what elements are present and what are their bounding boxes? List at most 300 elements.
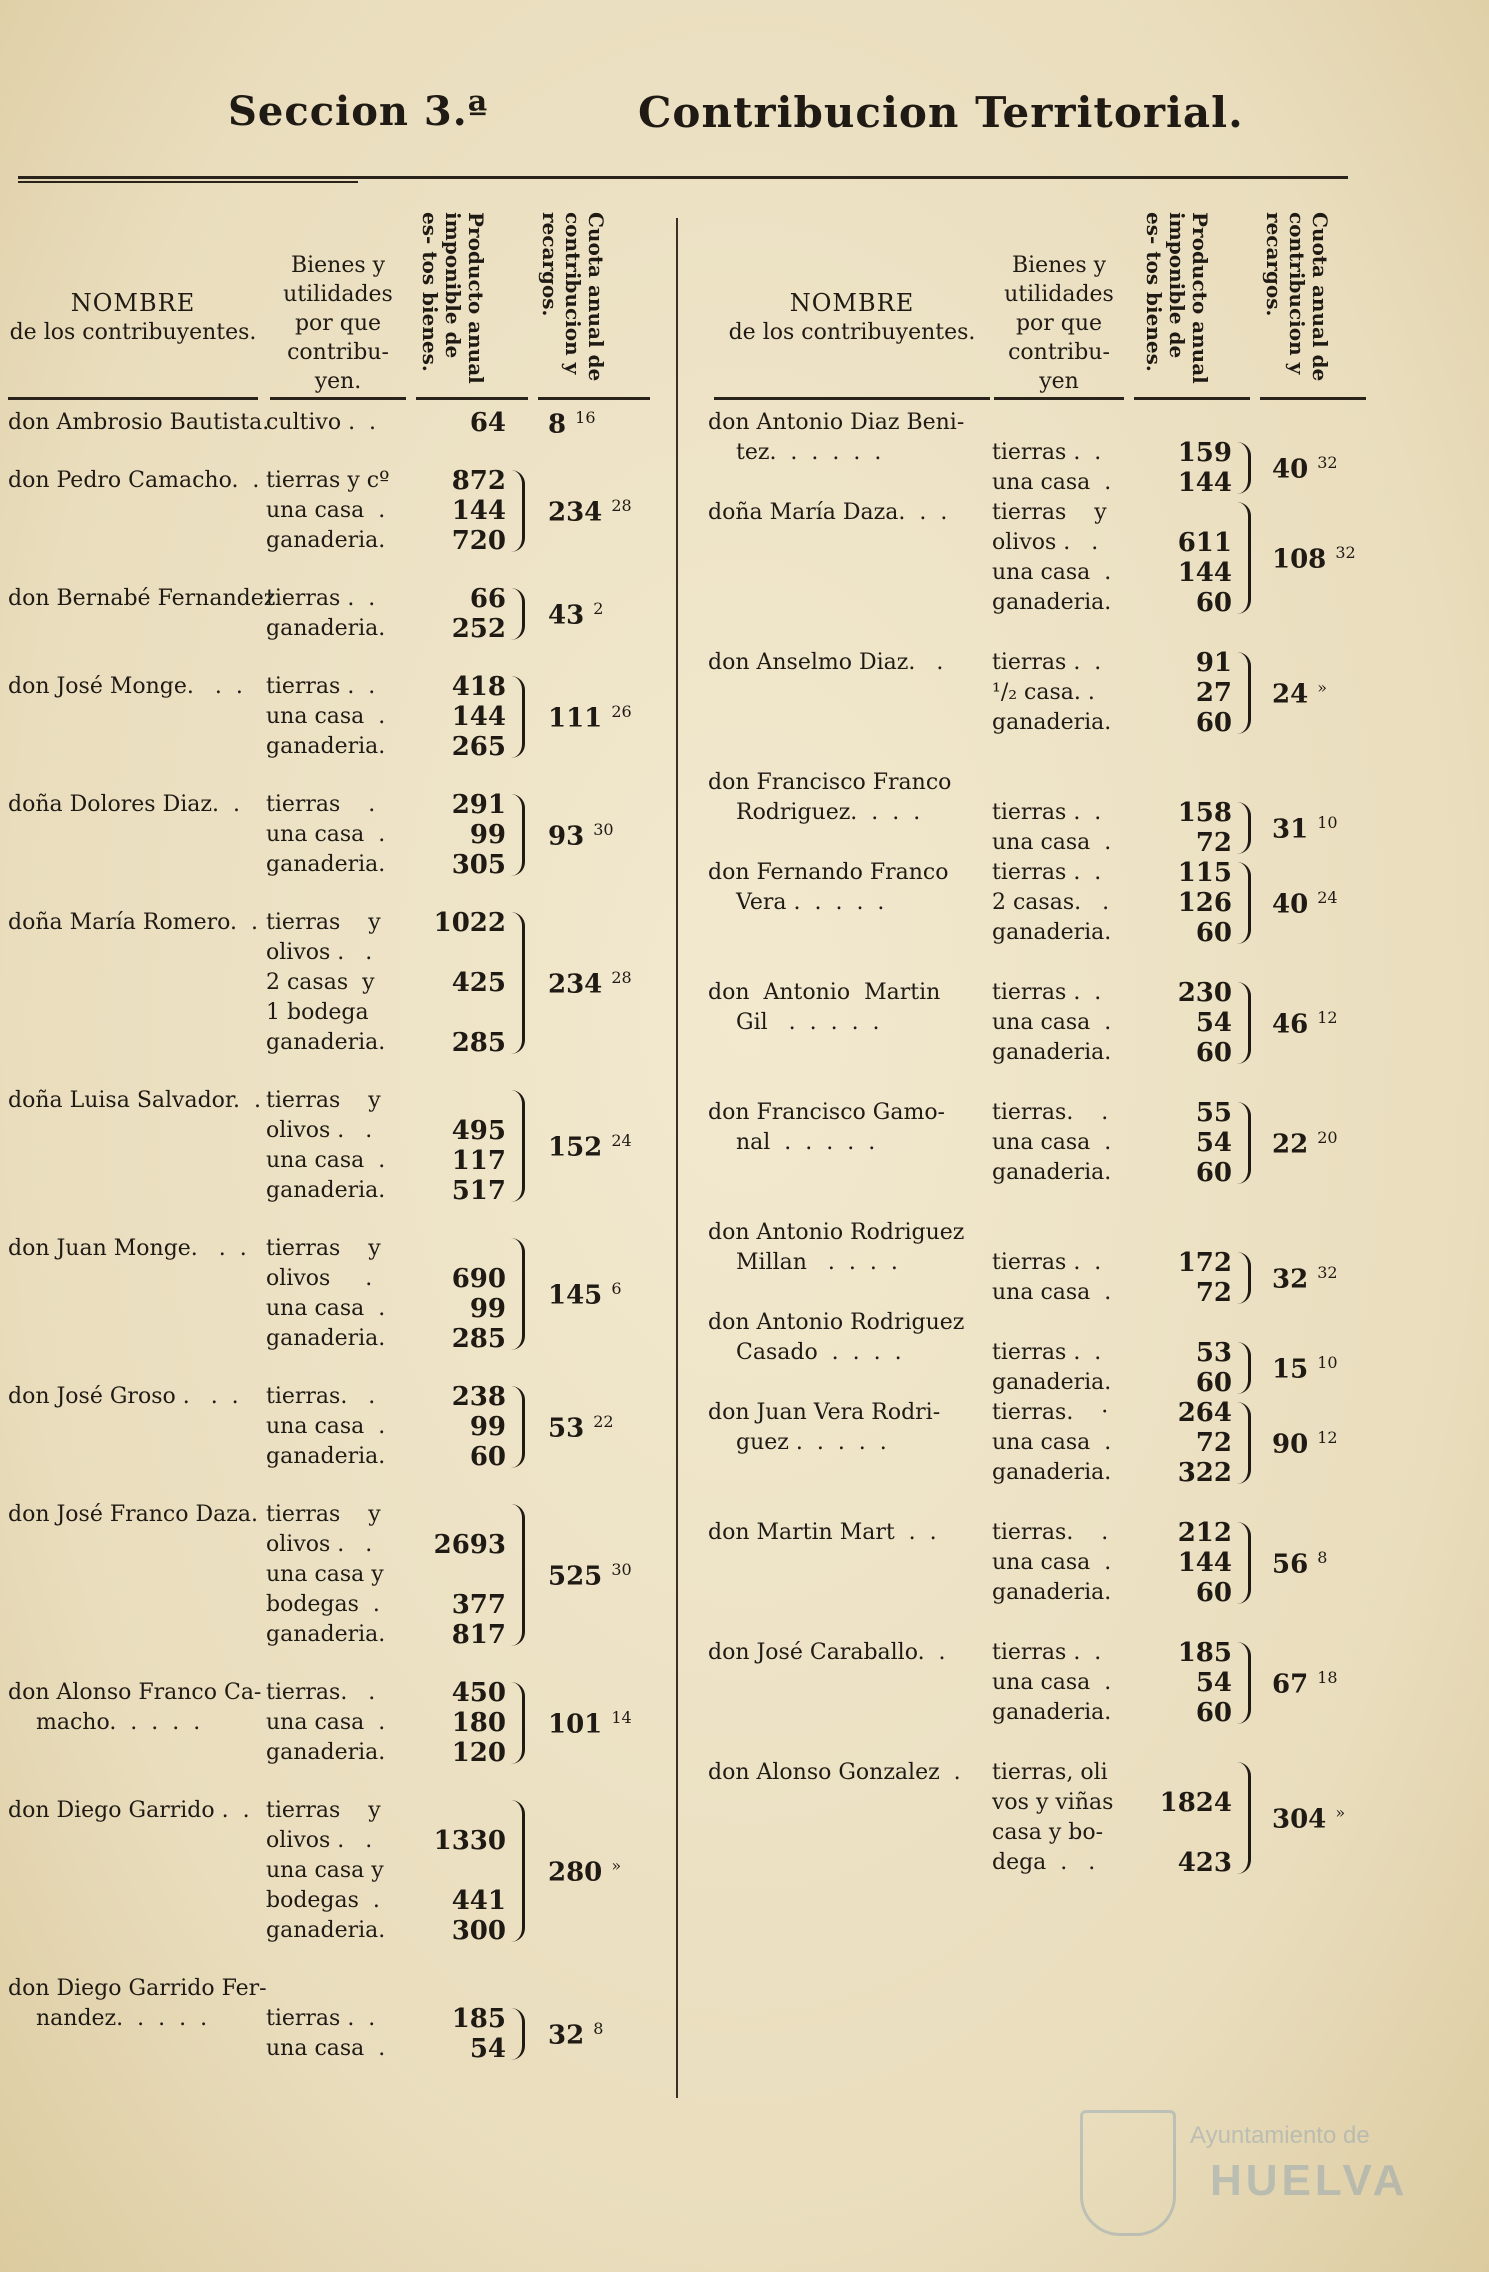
property-item: ganaderia. <box>992 1700 1112 1725</box>
contributor-entry <box>8 1234 668 1354</box>
property-item: ¹/₂ casa. . <box>992 680 1095 705</box>
contributor-name-line: don Alonso Franco Ca- <box>8 1680 262 1705</box>
property-item: tierras . . <box>992 650 1102 675</box>
producto-values <box>408 790 506 880</box>
property-item: una casa . <box>266 2036 386 2061</box>
cuota-main: 152 <box>548 1132 603 1163</box>
producto-values <box>1134 1518 1232 1608</box>
property-items <box>992 1098 1111 1188</box>
producto-values <box>1134 1248 1232 1308</box>
property-items <box>266 408 376 438</box>
property-item: ganaderia. <box>992 710 1112 735</box>
property-item: ganaderia. <box>266 734 386 759</box>
contributor-name <box>708 498 947 528</box>
cuota-main: 525 <box>548 1561 603 1592</box>
producto-value: 172 <box>1177 1248 1232 1278</box>
header-bienes <box>268 251 408 396</box>
property-items <box>992 798 1111 858</box>
producto-values <box>1134 648 1232 738</box>
producto-value: 252 <box>451 614 506 644</box>
cuota-main: 56 <box>1272 1549 1309 1580</box>
cuota-main: 53 <box>548 1413 585 1444</box>
header-bienes-line: Bienes y <box>290 253 386 278</box>
contributor-name-line: don Antonio Rodriguez <box>708 1220 965 1245</box>
property-item: tierras y <box>266 1088 381 1113</box>
cuota-cents: » <box>611 1856 622 1875</box>
property-item: una casa . <box>992 830 1112 855</box>
contributor-name-line: Millan . . . . <box>736 1250 898 1275</box>
property-item: una casa . <box>992 1670 1112 1695</box>
producto-value: 418 <box>451 672 506 702</box>
producto-values <box>408 1086 506 1206</box>
property-items <box>992 1518 1111 1608</box>
property-item: tierras y <box>266 910 381 935</box>
cuota-main: 111 <box>548 703 603 734</box>
property-item: una casa . <box>266 704 386 729</box>
contributor-name-line: don Martin Mart . . <box>708 1520 937 1545</box>
producto-value: 72 <box>1195 1278 1232 1308</box>
producto-value: 264 <box>1177 1398 1232 1428</box>
grouping-brace <box>1234 1342 1251 1394</box>
grouping-brace <box>1234 1762 1251 1874</box>
producto-value <box>1134 498 1232 528</box>
contributor-name-line: don José Franco Daza. <box>8 1502 258 1527</box>
grouping-brace <box>508 1238 525 1350</box>
section-label: Seccion 3.ª <box>228 88 489 135</box>
producto-value: 441 <box>451 1886 506 1916</box>
grouping-brace <box>508 588 525 640</box>
producto-value <box>408 998 506 1028</box>
property-items <box>266 1500 385 1650</box>
contributor-entry <box>702 498 1370 618</box>
contributor-name-line: doña María Daza. . . <box>708 500 948 525</box>
contributor-name <box>8 408 269 438</box>
property-item: una casa . <box>992 1010 1112 1035</box>
cuota-cents: 22 <box>593 1412 614 1431</box>
watermark-line1: Ayuntamiento de <box>1190 2122 1370 2149</box>
property-item: ganaderia. <box>266 1030 386 1055</box>
property-item: una casa . <box>992 1280 1112 1305</box>
cuota-cents: 16 <box>575 408 596 427</box>
producto-value: 60 <box>1195 1698 1232 1728</box>
property-items <box>266 2004 385 2064</box>
contributor-entry <box>702 1308 1370 1398</box>
contributor-entry <box>8 1796 668 1946</box>
producto-values <box>408 584 506 644</box>
contributor-name-line: Casado . . . . <box>736 1340 902 1365</box>
contributor-name <box>8 584 275 614</box>
producto-value: 99 <box>469 1294 506 1324</box>
contributor-entry <box>702 858 1370 948</box>
contributor-entry <box>702 1758 1370 1878</box>
contributor-name-line: guez . . . . . <box>736 1430 887 1455</box>
header-underline <box>714 397 990 400</box>
grouping-brace <box>508 912 525 1054</box>
contributor-name <box>8 790 240 820</box>
property-item: olivos . . <box>266 1532 373 1557</box>
cuota-value <box>1272 1353 1338 1385</box>
grouping-brace <box>1234 1102 1251 1184</box>
producto-values <box>1134 1098 1232 1188</box>
cuota-value <box>1272 1263 1338 1295</box>
contributor-name <box>8 466 259 496</box>
producto-value: 230 <box>1177 978 1232 1008</box>
producto-value: 185 <box>451 2004 506 2034</box>
header-bienes-line: por que <box>1015 311 1103 336</box>
page-title: Contribucion Territorial. <box>638 88 1244 137</box>
property-item: olivos . . <box>266 1828 373 1853</box>
cuota-main: 31 <box>1272 814 1309 845</box>
contributor-entry <box>8 408 668 438</box>
cuota-cents: 24 <box>611 1131 632 1150</box>
contributor-name <box>8 908 258 938</box>
cuota-cents: 8 <box>593 2019 604 2038</box>
right-column-header <box>702 200 1370 400</box>
property-items <box>266 790 385 880</box>
property-item: tierras . . <box>266 2006 376 2031</box>
header-nombre <box>8 288 258 348</box>
contributor-name <box>8 1234 247 1264</box>
producto-values <box>1134 858 1232 948</box>
contributor-entry <box>8 1086 668 1206</box>
producto-values <box>1134 1338 1232 1398</box>
property-item: tierras . . <box>992 860 1102 885</box>
producto-values <box>1134 1398 1232 1488</box>
contributor-entry <box>702 648 1370 738</box>
cuota-cents: 32 <box>1335 543 1356 562</box>
producto-value <box>408 1500 506 1530</box>
producto-value <box>1134 1758 1232 1788</box>
cuota-cents: 6 <box>611 1279 622 1298</box>
producto-value: 60 <box>1195 1368 1232 1398</box>
contributor-name-line: don José Monge. . . <box>8 674 243 699</box>
contributor-name <box>8 1086 261 1116</box>
property-item: una casa . <box>266 822 386 847</box>
grouping-brace <box>1234 862 1251 944</box>
property-item: olivos . . <box>266 940 373 965</box>
contributor-name-line: Rodriguez. . . . <box>736 800 921 825</box>
producto-value: 872 <box>451 466 506 496</box>
grouping-brace <box>508 794 525 876</box>
cuota-cents: 30 <box>611 1560 632 1579</box>
cuota-cents: 24 <box>1317 888 1338 907</box>
cuota-cents: 2 <box>593 599 604 618</box>
grouping-brace <box>508 1386 525 1468</box>
cuota-value <box>548 1279 622 1311</box>
property-items <box>266 1678 385 1768</box>
producto-value: 60 <box>469 1442 506 1472</box>
cuota-value <box>548 1131 632 1163</box>
cuota-value <box>548 820 614 852</box>
property-item: tierras . . <box>266 674 376 699</box>
grouping-brace <box>508 2008 525 2060</box>
producto-value: 159 <box>1177 438 1232 468</box>
cuota-value <box>1272 813 1338 845</box>
grouping-brace <box>1234 1252 1251 1304</box>
producto-value: 120 <box>451 1738 506 1768</box>
grouping-brace <box>1234 442 1251 494</box>
cuota-cents: 28 <box>611 496 632 515</box>
cuota-value <box>1272 1803 1345 1835</box>
producto-value: 611 <box>1177 528 1232 558</box>
header-nombre-sub: de los contribuyentes. <box>9 320 257 345</box>
cuota-main: 24 <box>1272 679 1309 710</box>
contributor-name-line: don Diego Garrido . . <box>8 1798 250 1823</box>
property-item: una casa . <box>992 1130 1112 1155</box>
producto-value <box>408 1086 506 1116</box>
cuota-cents: 14 <box>611 1708 632 1727</box>
producto-values <box>408 1796 506 1946</box>
property-item: una casa . <box>266 1414 386 1439</box>
property-items <box>266 1382 385 1472</box>
property-item: una casa . <box>266 1296 386 1321</box>
property-items <box>992 978 1111 1068</box>
property-items <box>266 584 385 644</box>
contributor-name-line: Gil . . . . . <box>736 1010 880 1035</box>
property-items <box>266 1086 385 1206</box>
producto-value: 144 <box>1177 468 1232 498</box>
property-item: vos y viñas <box>992 1790 1114 1815</box>
property-item: casa y bo- <box>992 1820 1104 1845</box>
cuota-cents: 32 <box>1317 453 1338 472</box>
contributor-name-line: don Antonio Rodriguez <box>708 1310 965 1335</box>
cuota-value <box>1272 543 1356 575</box>
header-bienes-line: contribu- <box>287 340 389 365</box>
grouping-brace <box>508 1504 525 1646</box>
property-item: ganaderia. <box>266 1326 386 1351</box>
producto-value: 450 <box>451 1678 506 1708</box>
property-item: tierras. · <box>992 1400 1109 1425</box>
producto-value: 54 <box>469 2034 506 2064</box>
contributor-entry <box>702 978 1370 1068</box>
grouping-brace <box>1234 1642 1251 1724</box>
producto-value: 690 <box>451 1264 506 1294</box>
contributor-name <box>8 1500 258 1530</box>
contributor-name <box>8 1382 239 1412</box>
contributor-name-line: don Pedro Camacho. . <box>8 468 260 493</box>
producto-value: 300 <box>451 1916 506 1946</box>
cuota-value <box>548 702 632 734</box>
header-nombre-sub: de los contribuyentes. <box>728 320 976 345</box>
watermark-line2: HUELVA <box>1210 2156 1409 2205</box>
property-items <box>266 466 389 556</box>
cuota-cents: » <box>1317 678 1328 697</box>
contributor-name-line: don Juan Monge. . . <box>8 1236 247 1261</box>
grouping-brace <box>508 470 525 552</box>
producto-value: 54 <box>1195 1008 1232 1038</box>
cuota-main: 234 <box>548 497 603 528</box>
contributor-entry <box>8 1974 668 2064</box>
producto-value <box>408 938 506 968</box>
contributor-entry <box>702 1518 1370 1608</box>
property-items <box>266 1796 385 1946</box>
property-item: ganaderia. <box>266 1444 386 1469</box>
cuota-main: 93 <box>548 821 585 852</box>
header-underline <box>416 397 528 400</box>
contributor-entry <box>8 1678 668 1768</box>
cuota-value <box>1272 1428 1338 1460</box>
property-item: ganaderia. <box>992 1160 1112 1185</box>
contributor-name <box>708 1398 940 1458</box>
producto-value <box>408 1560 506 1590</box>
cuota-main: 32 <box>1272 1264 1309 1295</box>
producto-value: 1022 <box>433 908 506 938</box>
cuota-main: 40 <box>1272 889 1309 920</box>
property-item: ganaderia. <box>266 1178 386 1203</box>
cuota-cents: 20 <box>1317 1128 1338 1147</box>
property-items <box>992 1248 1111 1308</box>
producto-values <box>408 2004 506 2064</box>
property-item: ganaderia. <box>992 1460 1112 1485</box>
contributor-name <box>708 1518 937 1548</box>
property-items <box>992 498 1111 618</box>
property-items <box>266 908 385 1058</box>
contributor-entry <box>702 1638 1370 1728</box>
header-bienes-line: utilidades <box>1004 282 1114 307</box>
contributor-entry <box>8 584 668 644</box>
property-items <box>992 648 1111 738</box>
producto-value: 817 <box>451 1620 506 1650</box>
cuota-main: 40 <box>1272 454 1309 485</box>
contributor-entry <box>8 790 668 880</box>
producto-value: 60 <box>1195 1578 1232 1608</box>
property-item: una casa . <box>266 498 386 523</box>
contributor-name-line: don Ambrosio Bautista. <box>8 410 270 435</box>
producto-values <box>408 1500 506 1650</box>
producto-value: 144 <box>1177 558 1232 588</box>
producto-value: 144 <box>1177 1548 1232 1578</box>
property-item: ganaderia. <box>266 852 386 877</box>
property-item: una casa . <box>266 1148 386 1173</box>
contributor-name <box>708 408 964 468</box>
cuota-main: 32 <box>548 2020 585 2051</box>
contributor-name-line: don Francisco Gamo- <box>708 1100 945 1125</box>
producto-values <box>408 408 506 438</box>
contributor-name-line: don Francisco Franco <box>708 770 952 795</box>
grouping-brace <box>1234 982 1251 1064</box>
property-item: ganaderia. <box>266 1740 386 1765</box>
property-item: tierras . . <box>992 980 1102 1005</box>
cuota-main: 145 <box>548 1280 603 1311</box>
producto-value: 305 <box>451 850 506 880</box>
property-item: una casa . <box>992 1550 1112 1575</box>
header-nombre <box>714 288 990 348</box>
cuota-main: 304 <box>1272 1804 1327 1835</box>
property-item: ganaderia. <box>992 1370 1112 1395</box>
producto-value: 64 <box>469 408 506 438</box>
cuota-main: 234 <box>548 969 603 1000</box>
grouping-brace <box>508 1800 525 1942</box>
producto-value: 285 <box>451 1028 506 1058</box>
cuota-value <box>548 2019 603 2051</box>
contributor-name-line: don Diego Garrido Fer- <box>8 1976 267 2001</box>
property-item: tierras y <box>266 1502 381 1527</box>
property-item: 2 casas y <box>266 970 375 995</box>
property-item: tierras. . <box>266 1384 376 1409</box>
property-item: tierras, oli <box>992 1760 1108 1785</box>
producto-value: 99 <box>469 820 506 850</box>
contributor-entry <box>8 908 668 1058</box>
contributor-name-line: doña Luisa Salvador. . <box>8 1088 261 1113</box>
producto-value: 212 <box>1177 1518 1232 1548</box>
producto-value: 425 <box>451 968 506 998</box>
cuota-value <box>548 968 632 1000</box>
contributor-name <box>8 1974 267 2034</box>
page-header <box>0 88 1489 148</box>
contributor-entry <box>702 408 1370 498</box>
cuota-main: 43 <box>548 600 585 631</box>
property-item: 1 bodega <box>266 1000 369 1025</box>
header-bienes-line: yen. <box>314 369 362 394</box>
producto-value <box>408 1234 506 1264</box>
cuota-cents: 12 <box>1317 1008 1338 1027</box>
cuota-value <box>548 1412 614 1444</box>
producto-values <box>408 466 506 556</box>
cuota-value <box>548 496 632 528</box>
cuota-main: 90 <box>1272 1429 1309 1460</box>
producto-values <box>1134 798 1232 858</box>
property-item: tierras y <box>992 500 1107 525</box>
contributor-name-line: macho. . . . . <box>36 1710 201 1735</box>
cuota-main: 15 <box>1272 1354 1309 1385</box>
cuota-main: 46 <box>1272 1009 1309 1040</box>
contributor-name-line: don Juan Vera Rodri- <box>708 1400 941 1425</box>
cuota-value <box>548 1856 621 1888</box>
contributor-name <box>708 648 943 678</box>
header-cuota: Cuota anual de contribucion y recargos. <box>538 212 608 382</box>
property-item: una casa . <box>992 1430 1112 1455</box>
contributor-name-line: don José Groso . . . <box>8 1384 239 1409</box>
contributor-name <box>708 1758 961 1788</box>
cuota-value <box>1272 1128 1338 1160</box>
producto-values <box>1134 1638 1232 1728</box>
producto-values <box>408 1382 506 1472</box>
header-rule-thick <box>18 181 358 183</box>
producto-value: 60 <box>1195 588 1232 618</box>
contributor-name-line: don Fernando Franco <box>708 860 949 885</box>
contributor-name <box>708 1098 945 1158</box>
header-underline <box>1134 397 1250 400</box>
header-cuota: Cuota anual de contribucion y recargos. <box>1262 212 1332 382</box>
contributor-name <box>708 1218 964 1278</box>
grouping-brace <box>508 1090 525 1202</box>
cuota-value <box>1272 888 1338 920</box>
grouping-brace <box>1234 1402 1251 1484</box>
cuota-value <box>1272 1668 1338 1700</box>
property-item: ganaderia. <box>266 616 386 641</box>
cuota-value <box>548 1560 632 1592</box>
contributor-entry <box>8 672 668 762</box>
producto-value: 66 <box>469 584 506 614</box>
producto-value: 291 <box>451 790 506 820</box>
cuota-main: 22 <box>1272 1129 1309 1160</box>
contributor-name-line: nal . . . . . <box>736 1130 876 1155</box>
property-item: una casa y <box>266 1858 384 1883</box>
contributor-name-line: don Antonio Diaz Beni- <box>708 410 965 435</box>
contributor-entry <box>702 1098 1370 1188</box>
right-table <box>702 200 1370 1878</box>
property-item: tierras. . <box>266 1680 376 1705</box>
producto-value: 495 <box>451 1116 506 1146</box>
property-items <box>992 858 1111 948</box>
property-item: tierras . . <box>266 586 376 611</box>
contributor-name-line: Vera . . . . . <box>736 890 885 915</box>
producto-value: 265 <box>451 732 506 762</box>
property-item: dega . . <box>992 1850 1096 1875</box>
producto-values <box>408 1234 506 1354</box>
grouping-brace <box>1234 652 1251 734</box>
header-bienes-line: contribu- <box>1008 340 1110 365</box>
